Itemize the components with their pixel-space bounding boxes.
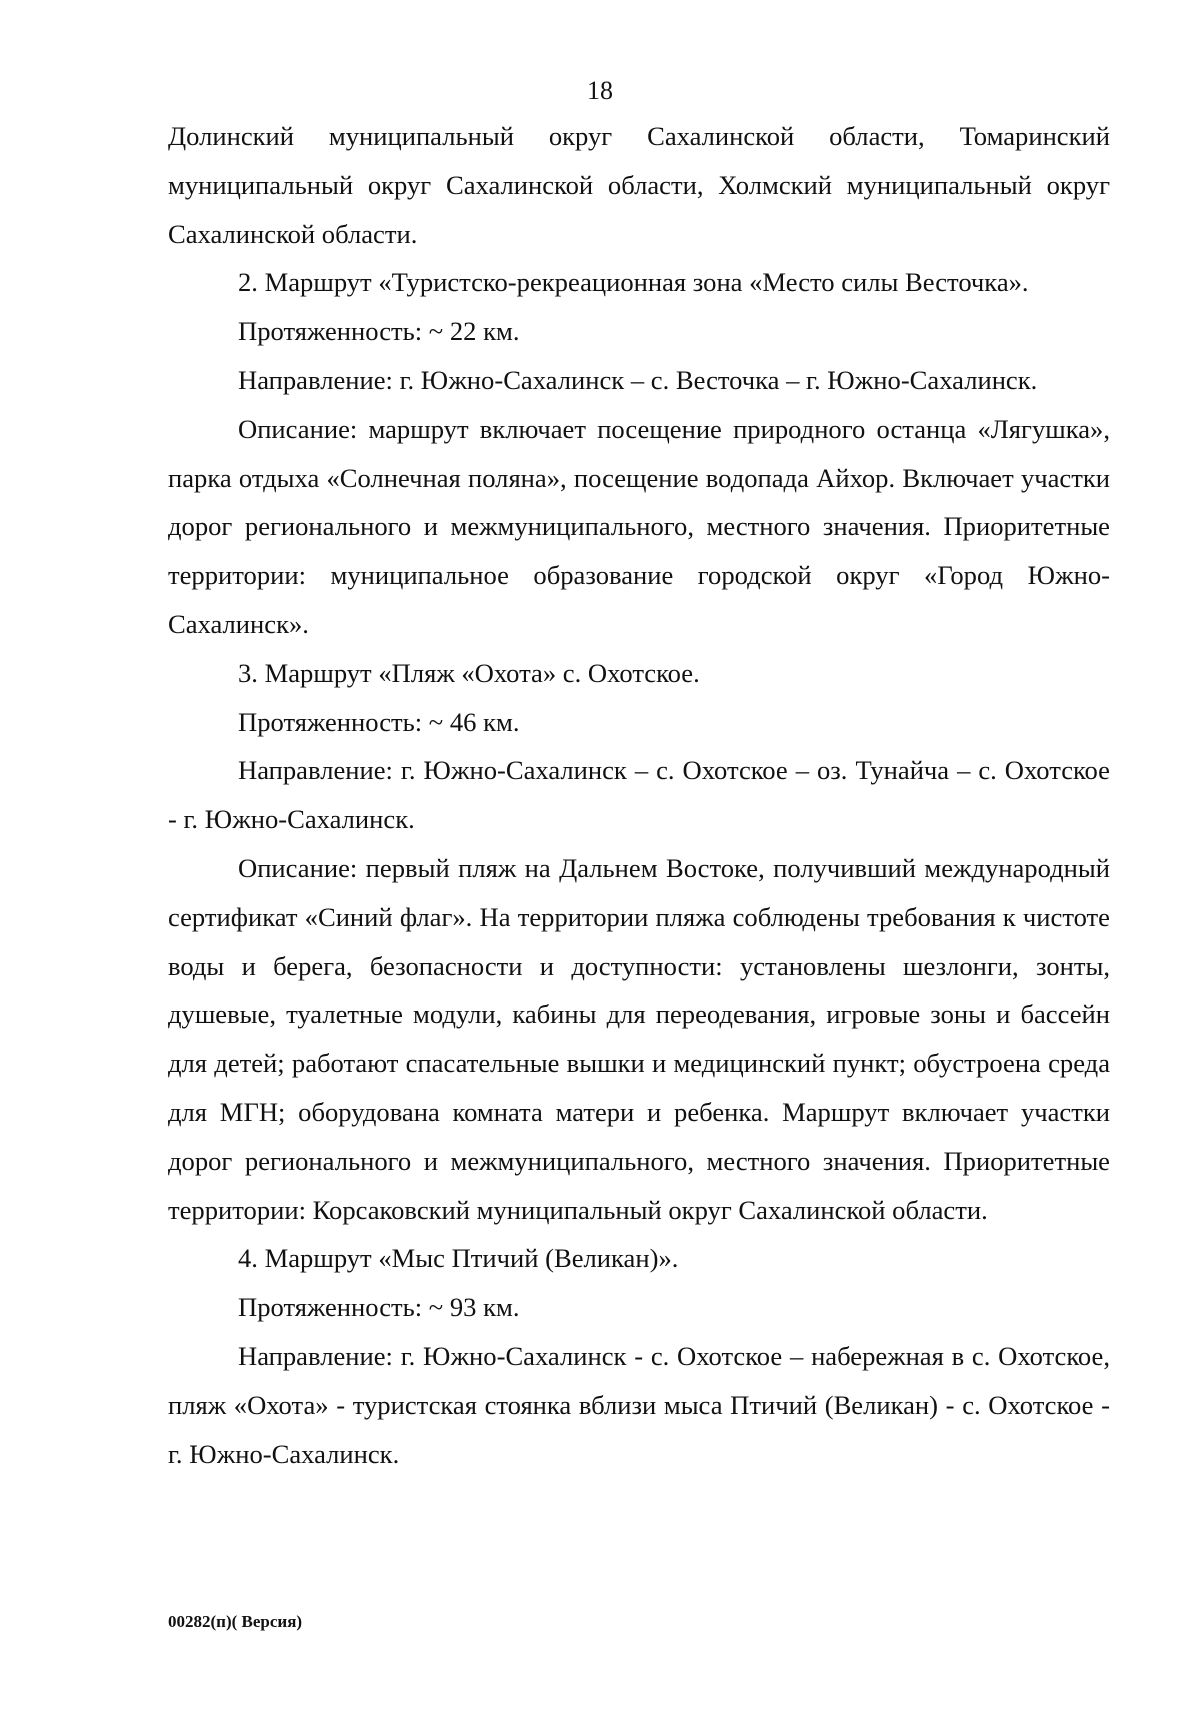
route-4-title: 4. Маршрут «Мыс Птичий (Великан)». (238, 1243, 679, 1274)
route-2-description: Описание: маршрут включает посещение природного останца «Лягушка», парка отдыха «Солнечная поляна», посещение водопада Айхор. Включает участки дорог регионального и межмуниципального, местного значения. Приоритетные территории: муниципальное образование городской округ «Город Южно-Сахалинск». (168, 413, 1110, 639)
paragraph-continuation-districts: Долинский муниципальный округ Сахалинской области, Томаринский муниципальный округ Сахалинской области, Холмский муниципальный округ Сахалинской области. (168, 121, 1110, 249)
route-2-direction: Направление: г. Южно-Сахалинск – с. Весточка – г. Южно-Сахалинск. (238, 364, 1038, 395)
document-footer-code: 00282(п)( Версия) (168, 1612, 303, 1631)
route-2-title: 2. Маршрут «Туристско-рекреационная зона «Место силы Весточка». (238, 267, 1029, 298)
route-2-length: Протяженность: ~ 22 км. (238, 316, 520, 347)
page-number: 18 (587, 76, 613, 105)
route-4-direction: Направление: г. Южно-Сахалинск - с. Охотское – набережная в с. Охотское, пляж «Охота» - туристская стоянка вблизи мыса Птичий (Великан) - с. Охотское - г. Южно-Сахалинск. (168, 1340, 1110, 1469)
document-body (168, 112, 1110, 1478)
route-3-description: Описание: первый пляж на Дальнем Востоке, получивший международный сертификат «Синий флаг». На территории пляжа соблюдены требования к чистоте воды и берега, безопасности и доступности: установлены шезлонги, зонты, душевые, туалетные модули, кабины для переодевания, игровые зоны и бассейн для детей; работают спасательные вышки и медицинский пункт; обустроена среда для МГН; оборудована комната матери и ребенка. Маршрут включает участки дорог регионального и межмуниципального, местного значения. Приоритетные территории: Корсаковский муниципальный округ Сахалинской области. (168, 852, 1110, 1225)
route-3-title: 3. Маршрут «Пляж «Охота» с. Охотское. (238, 657, 700, 688)
route-3-direction: Направление: г. Южно-Сахалинск – с. Охотское – оз. Тунайча – с. Охотское - г. Южно-Сахалинск. (168, 755, 1110, 835)
route-4-length: Протяженность: ~ 93 км. (238, 1292, 520, 1323)
route-3-length: Протяженность: ~ 46 км. (238, 706, 520, 737)
